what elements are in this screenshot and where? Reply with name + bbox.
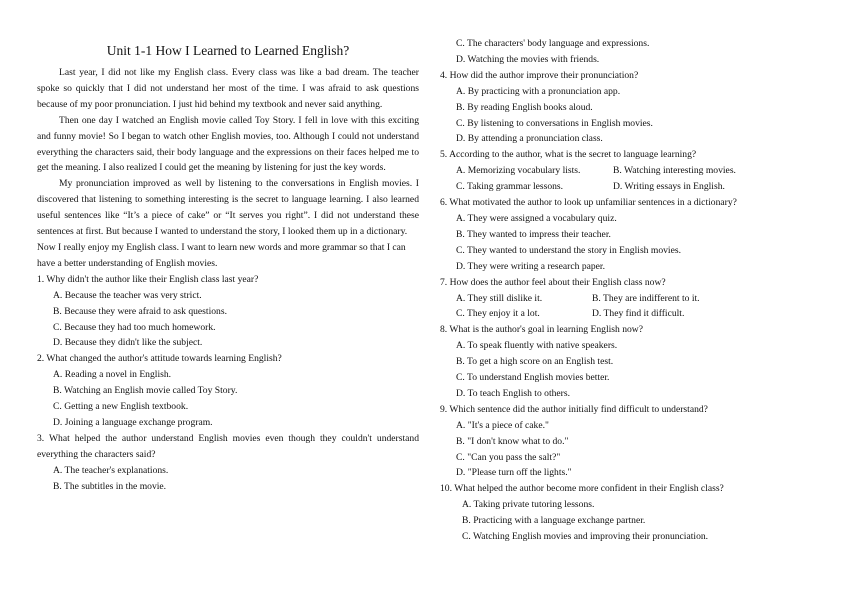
- question-8-option-a: A. To speak fluently with native speakers.: [456, 340, 618, 352]
- passage-paragraph-4: Now I really enjoy my English class. I want to learn new words and more grammar so that I can have a better understanding of English movies.: [37, 241, 406, 269]
- question-7-option-d: D. They find it difficult.: [592, 308, 685, 320]
- question-5-option-c: C. Taking grammar lessons.: [456, 181, 564, 193]
- question-5-option-b: B. Watching interesting movies.: [613, 165, 736, 177]
- question-8-option-d: D. To teach English to others.: [456, 387, 570, 399]
- question-7-option-a: A. They still dislike it.: [456, 292, 543, 304]
- question-9-option-a: A. "It's a piece of cake.": [456, 419, 549, 431]
- question-5: 5. According to the author, what is the secret to language learning?: [440, 149, 697, 161]
- question-1-option-a: A. Because the teacher was very strict.: [53, 289, 202, 301]
- question-2-option-a: A. Reading a novel in English.: [53, 369, 172, 381]
- question-8-option-b: B. To get a high score on an English test.: [456, 356, 614, 368]
- question-2-option-d: D. Joining a language exchange program.: [53, 416, 213, 428]
- question-4-option-b: B. By reading English books aloud.: [456, 101, 593, 113]
- question-7-option-b: B. They are indifferent to it.: [592, 292, 700, 304]
- question-10-option-a: A. Taking private tutoring lessons.: [462, 499, 595, 511]
- question-9-option-d: D. "Please turn off the lights.": [456, 467, 572, 479]
- question-3-option-c: C. The characters' body language and expressions.: [456, 38, 650, 49]
- question-2: 2. What changed the author's attitude towards learning English?: [37, 353, 282, 365]
- question-7-options-row-2: [440, 306, 823, 322]
- question-2-option-c: C. Getting a new English textbook.: [53, 401, 189, 413]
- question-6-option-d: D. They were writing a research paper.: [456, 260, 605, 272]
- passage-paragraph-2: Then one day I watched an English movie called Toy Story. I fell in love with this exciting and funny movie! So I began to watch other English movies, too. Although I could not understand everything the characters said, their body language and the expressions on their faces helped me to get the meaning. I also realized I could get the meaning by listening for just the key words.: [37, 114, 419, 174]
- right-column: [440, 36, 823, 545]
- question-10: 10. What helped the author become more confident in their English class?: [440, 483, 724, 495]
- page-title: Unit 1-1 How I Learned to Learned English?: [106, 43, 350, 58]
- question-2-option-b: B. Watching an English movie called Toy Story.: [53, 385, 238, 397]
- question-9-option-b: B. "I don't know what to do.": [456, 435, 569, 447]
- passage-paragraph-3: My pronunciation improved as well by listening to the conversations in English movies. I discovered that listening to something interesting is the secret to language learning. I also learned useful sentences like “It’s a piece of cake” or “It serves you right”. I did not understand these sentences at first. But because I wanted to understand the story, I looked them up in a dictionary.: [37, 178, 419, 238]
- question-1-option-b: B. Because they were afraid to ask questions.: [53, 305, 227, 317]
- question-3-option-b: B. The subtitles in the movie.: [53, 480, 167, 492]
- question-6: 6. What motivated the author to look up unfamiliar sentences in a dictionary?: [440, 197, 737, 209]
- question-3: 3. What helped the author understand English movies even though they couldn't understand everything the characters said?: [37, 432, 419, 460]
- question-10-option-b: B. Practicing with a language exchange partner.: [462, 515, 646, 527]
- question-5-options-row-1: [440, 163, 823, 179]
- question-4-option-c: C. By listening to conversations in English movies.: [456, 117, 653, 129]
- question-6-option-c: C. They wanted to understand the story in English movies.: [456, 244, 681, 256]
- question-8: 8. What is the author's goal in learning English now?: [440, 324, 643, 336]
- question-3-option-a: A. The teacher's explanations.: [53, 464, 169, 476]
- question-3-option-d: D. Watching the movies with friends.: [456, 53, 600, 65]
- question-9-option-c: C. "Can you pass the salt?": [456, 451, 561, 463]
- question-5-option-d: D. Writing essays in English.: [613, 181, 725, 193]
- passage-paragraph-1: Last year, I did not like my English class. Every class was like a bad dream. The teacher spoke so quickly that I did not understand her most of the time. I was afraid to ask questions because of my poor pronunciation. I just hid behind my textbook and never said anything.: [37, 67, 419, 110]
- question-10-option-c: C. Watching English movies and improving their pronunciation.: [462, 531, 709, 543]
- question-7: 7. How does the author feel about their English class now?: [440, 276, 666, 288]
- question-1-option-d: D. Because they didn't like the subject.: [53, 337, 203, 349]
- question-1: 1. Why didn't the author like their English class last year?: [37, 273, 259, 285]
- question-4: 4. How did the author improve their pronunciation?: [440, 69, 639, 81]
- question-5-option-a: A. Memorizing vocabulary lists.: [456, 165, 581, 177]
- question-9: 9. Which sentence did the author initially find difficult to understand?: [440, 403, 708, 415]
- question-7-option-c: C. They enjoy it a lot.: [456, 308, 540, 320]
- question-6-option-b: B. They wanted to impress their teacher.: [456, 228, 611, 240]
- question-1-option-c: C. Because they had too much homework.: [53, 321, 216, 333]
- question-4-option-d: D. By attending a pronunciation class.: [456, 133, 603, 145]
- left-column: [37, 42, 419, 494]
- question-4-option-a: A. By practicing with a pronunciation app.: [456, 85, 621, 97]
- question-7-options-row-1: [440, 291, 823, 307]
- question-5-options-row-2: [440, 179, 823, 195]
- question-8-option-c: C. To understand English movies better.: [456, 372, 610, 384]
- question-6-option-a: A. They were assigned a vocabulary quiz.: [456, 212, 617, 224]
